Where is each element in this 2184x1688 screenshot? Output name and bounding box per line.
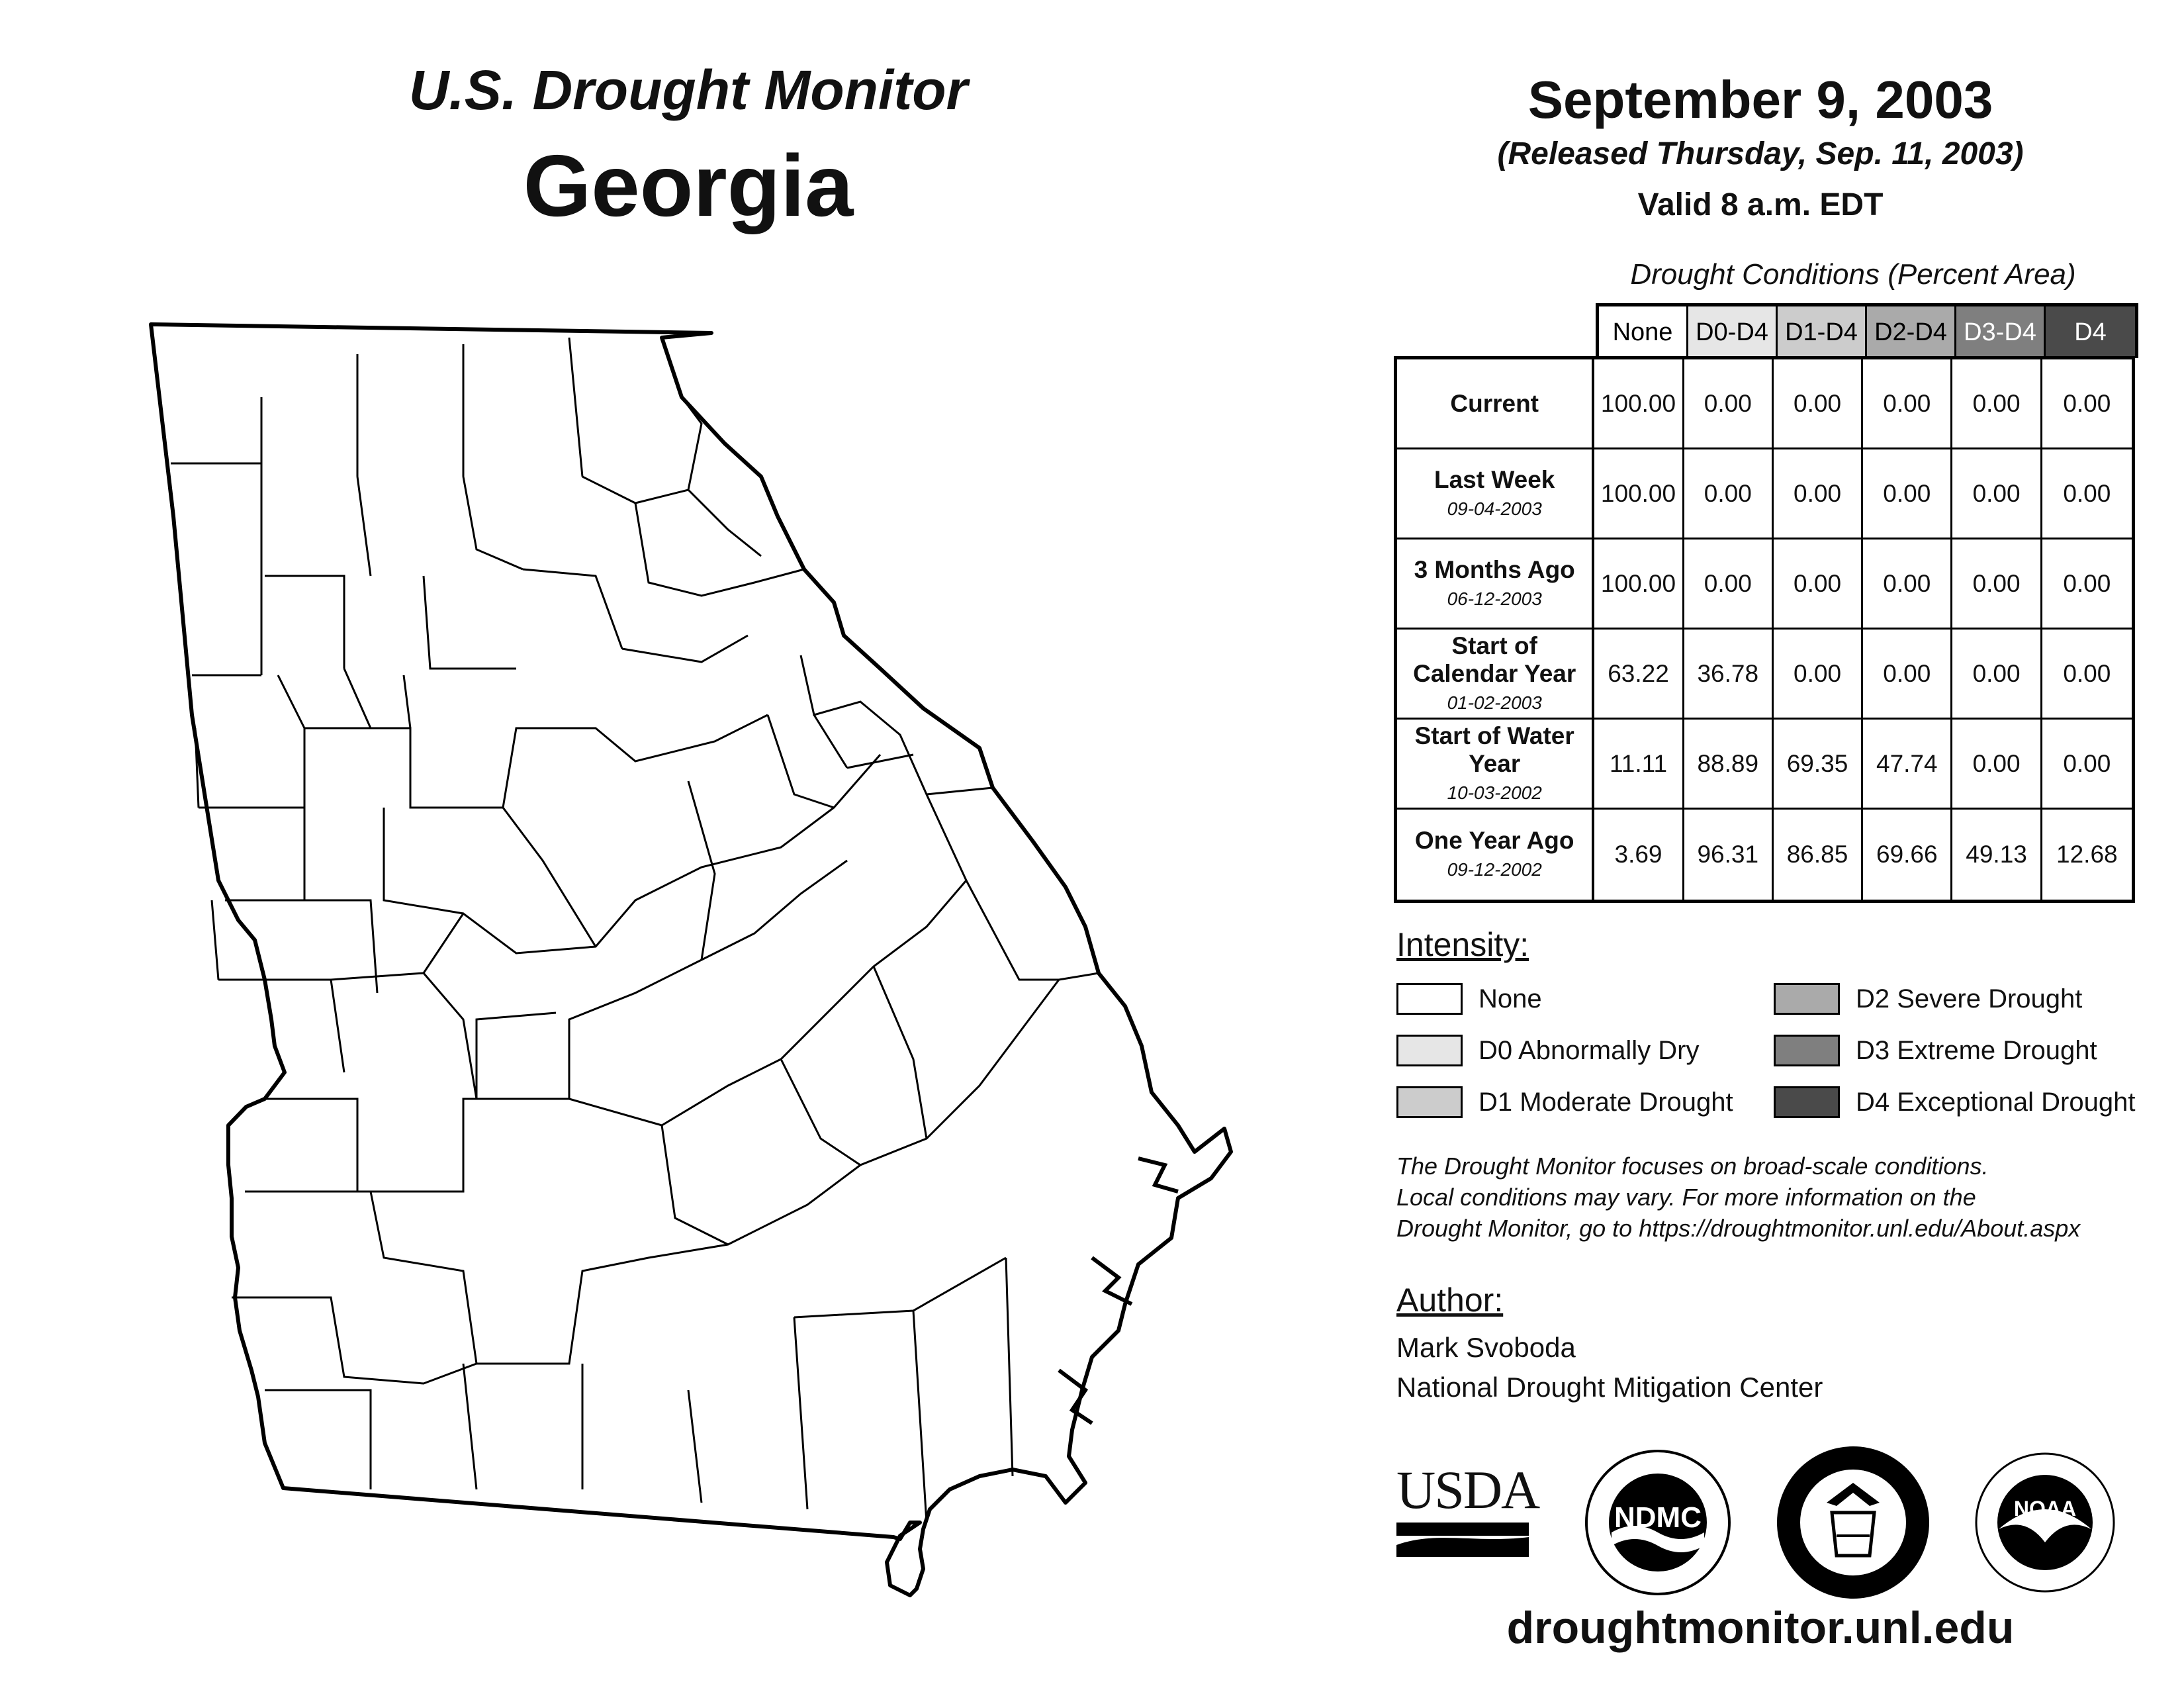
table-row [1397,539,2132,630]
row-label-text: Current [1450,389,1539,417]
ndmc-logo [1582,1446,1734,1599]
table-cell: 100.00 [1594,449,1684,538]
row-date: 10-03-2002 [1447,782,1542,803]
row-label [1397,720,1594,808]
row-label-text: 3 Months Ago [1414,555,1575,583]
usda-logo [1396,1460,1539,1562]
table-cell: 0.00 [1952,539,2042,628]
column-header: None [1599,306,1688,358]
table-cell: 0.00 [2063,749,2111,777]
table-cell: 0.00 [1684,359,1774,447]
table-cell: 0.00 [1863,449,1952,538]
georgia-county-map [132,311,1271,1622]
legend-label: D4 Exceptional Drought [1856,1087,2136,1117]
table-cell: 0.00 [1952,359,2042,447]
legend-column-left [1396,978,1733,1133]
legend-label: D2 Severe Drought [1856,984,2083,1013]
row-label [1397,359,1594,447]
footer-url[interactable]: droughtmonitor.unl.edu [1506,1603,2015,1653]
table-cell: 36.78 [1684,630,1774,718]
table-cell: 96.31 [1684,810,1774,900]
row-label [1397,810,1594,900]
legend-title: Intensity: [1396,926,1529,963]
row-date: 09-12-2002 [1447,859,1542,880]
legend-item [1774,978,2135,1019]
row-label [1397,449,1594,538]
product-title: U.S. Drought Monitor [408,59,968,121]
table-cell: 0.00 [1684,449,1774,538]
legend-swatch [1396,1035,1463,1066]
table-row [1397,810,2132,900]
legend-column-right [1774,978,2135,1133]
table-cell: 12.68 [2056,841,2118,868]
legend-label: D3 Extreme Drought [1856,1035,2097,1065]
table-cell: 0.00 [2063,569,2111,597]
legend-item [1396,1082,1733,1123]
table-cell: 69.66 [1863,810,1952,900]
table-cell: 86.85 [1774,810,1863,900]
legend-swatch [1774,983,1840,1015]
table-cell: 0.00 [1952,449,2042,538]
legend-label: D1 Moderate Drought [1479,1087,1733,1117]
column-header: D4 [2046,306,2135,358]
table-cell: 0.00 [1863,539,1952,628]
author-title: Author: [1396,1282,1504,1319]
table-cell: 3.69 [1594,810,1684,900]
table-cell: 0.00 [1774,630,1863,718]
table-cell: 0.00 [1952,630,2042,718]
author-name: Mark Svoboda [1396,1332,1576,1363]
legend-item [1774,1030,2135,1071]
noaa-text: NOAA [2013,1497,2077,1521]
note-line-1: The Drought Monitor focuses on broad-scale conditions. [1396,1152,1989,1180]
row-date: 09-04-2003 [1447,498,1542,519]
ndmc-text: NDMC [1614,1501,1702,1534]
row-label-text: Start of Water Year [1414,722,1574,777]
valid-time: Valid 8 a.m. EDT [1637,187,1884,222]
column-header: D2-D4 [1867,306,1956,358]
table-cell: 0.00 [2063,479,2111,507]
table-cell: 47.74 [1863,720,1952,808]
usda-logo-text: USDA [1396,1460,1539,1520]
table-cell: 0.00 [1774,539,1863,628]
table-row [1397,720,2132,810]
row-label [1397,539,1594,628]
table-cell: 100.00 [1594,539,1684,628]
release-date: (Released Thursday, Sep. 11, 2003) [1497,136,2024,171]
row-label [1397,630,1594,718]
table-header [1596,303,2138,358]
legend-swatch [1396,983,1463,1015]
legend-item [1396,1030,1733,1071]
legend-label: D0 Abnormally Dry [1479,1035,1700,1065]
table-cell: 0.00 [2063,389,2111,417]
table-row [1397,449,2132,539]
table-cell: 0.00 [1774,449,1863,538]
column-header: D0-D4 [1688,306,1778,358]
row-label-text: One Year Ago [1414,827,1574,854]
state-title: Georgia [523,137,854,234]
legend-swatch [1774,1035,1840,1066]
table-cell: 63.22 [1594,630,1684,718]
note-line-2: Local conditions may vary. For more information on the [1396,1184,1976,1211]
table-cell: 69.35 [1774,720,1863,808]
map-date: September 9, 2003 [1527,70,1993,129]
author-org: National Drought Mitigation Center [1396,1372,1823,1403]
column-header: D3-D4 [1956,306,2046,358]
legend-swatch [1774,1086,1840,1118]
row-date: 01-02-2003 [1447,692,1542,713]
note-line-3: Drought Monitor, go to https://droughtmonitor.unl.edu/About.aspx [1396,1215,2081,1242]
row-label-text: Start of Calendar Year [1413,632,1576,687]
table-cell: 11.11 [1594,720,1684,808]
table-row [1397,630,2132,720]
usda-stripes [1396,1517,1529,1557]
noaa-logo [1972,1450,2118,1595]
legend-item [1774,1082,2135,1123]
table-cell: 0.00 [2063,659,2111,687]
table-cell: 0.00 [1863,630,1952,718]
legend-swatch [1396,1086,1463,1118]
table-cell: 0.00 [1952,720,2042,808]
table-row [1397,359,2132,449]
doc-seal-logo [1774,1443,1933,1602]
table-caption: Drought Conditions (Percent Area) [1630,258,2076,291]
column-header: D1-D4 [1778,306,1867,358]
legend-item [1396,978,1733,1019]
table-cell: 0.00 [1684,539,1774,628]
table-cell: 0.00 [1863,359,1952,447]
disclaimer-note [1396,1150,2158,1244]
table-cell: 100.00 [1594,359,1684,447]
table-cell: 49.13 [1952,810,2042,900]
row-date: 06-12-2003 [1447,588,1542,609]
table-cell: 0.00 [1774,359,1863,447]
table-cell: 88.89 [1684,720,1774,808]
row-label-text: Last Week [1434,465,1555,493]
drought-table [1394,356,2135,903]
legend-label: None [1479,984,1542,1013]
